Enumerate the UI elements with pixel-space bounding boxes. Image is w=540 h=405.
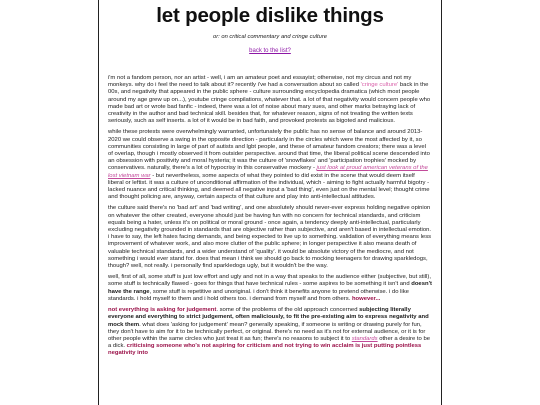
p2-text-b: - but nevertheless, some aspects of what they pointed to did exist in the scene that would deem itself liberal or leftist. it was a culture of unconditional affirmation of the individual, which - aiming to fight actually harmful bigotry - lacked nuance and critical thinking, and deemed all negative input a 'bad thing', even just on the mental level; thought crime and thought policing are, anyway, certain aspects of that culture and play into anti-intellectual attitudes. (108, 172, 430, 201)
p4-text-a: well, first of all, some stuff is just low effort and ugly and not in a way that speaks to the audience either (subjective, but still), some stuff is technically flawed - goes for things that have technical rules - some aspires to be something it isn't and (108, 274, 431, 288)
back-to-list-link[interactable]: back to the list? (249, 48, 291, 54)
p4-text-b: , some stuff is repetitive and unoriginal. i don't think it benefits anyone to pretend otherwise. i do like standards. i hold myself to them and i hold others too. i demand from myself and from others. (108, 288, 409, 302)
p2-text-a: while these protests were overwhelmingly warranted, unfortunately the public has no sense of balance and around 2013-2020 we could observe a swing in the opposite direction - particularly in the circles which were the most affected by it, so communities consisting in large of part of autists and lgbt people, and these of amateur fandom creators; there was a level of overlap, though i mostly observed it from outsider perspective. around that time, the liberal political scene descended into an obsession with positivity and moral hysteria; it was the culture of 'snowflakes' and 'participation trophies' mocked by conservatives. naturally, there's a lot of hypocrisy in this conservative mockery - (108, 129, 430, 172)
p1-text-a: i'm not a fandom person, nor an artist - well, i am an amateur poet and essayist; otherwise, not my circus and not my monkeys. why do i feel the need to talk about it? recently i've had a conversation about so called (108, 75, 412, 89)
article-content (99, 4, 441, 358)
paragraph-4 (108, 274, 432, 303)
standards-link[interactable]: standards (351, 335, 378, 342)
judgement-heading-emphasis: not everything is asking for judgement (108, 307, 217, 314)
p5-text-a: . some of the problems of the old approach concerned (216, 307, 360, 314)
p1-text-b: back in the 00s, and negativity that appeared in the public sphere - culture surrounding encyclopedia dramatica (which most people around my age grew up on...), youtube cringe compilations, whatever that. a lot of that negativity would concern people who made bad art or wrote bad fanfic - indeed, there was a lot of noise about mary sues, and other marks betraying lack of creativity in the author and bad technical skill. besides that, for whatever reason, signs of not treating the written texts seriously, such as self inserts. a lot of it would be in bad faith, and provoked protests as bigoted and malicious. (108, 82, 431, 125)
paragraph-2 (108, 129, 432, 201)
paragraph-5 (108, 307, 432, 357)
paragraph-3 (108, 205, 432, 270)
paragraph-1 (108, 75, 432, 125)
vietnam-veterans-link[interactable]: just look at proud american veterans of the lost vietnam war (108, 165, 428, 179)
page-title: let people dislike things (156, 4, 384, 27)
page-frame (98, 0, 442, 405)
criticising-emphasis: criticising someone who's not aspiring for criticism and not trying to win acclaim is just putting pointless negativity into (108, 343, 422, 357)
p3-text-a: the culture said there's no 'bad art' and 'bad writing', and one absolutely should never-ever express holding negative opinion on whatever the other created, everyone should just be having fun with no concern for technical standards, and criticism equals being a hater, unless it's on political or moral ground - once again, a tendency deeply anti-intellectual, particularly excluding negativity grounded in standards that are objective rather than subjective, and aren't based in intellectual emotion. i have to say, the left hates facing demands, and being expected to live up to something. validation of everything means less improvement of whatever work, and also more clutter of the public sphere; in longer perspective it also means death of valuable technical standards, and a wider understand of 'quality'. it would be absolute victory of the mediocre, and not something i would ever stand for. does that mean i think we should go back to mocking teenagers for drawing sparkledogs, though? well, not really. i personally find sparkledogs ugly, but it wouldn't be the way. (108, 205, 432, 270)
p5-text-c: other a desire to be a dick. (108, 335, 431, 350)
cringe-culture-term: 'cringe culture' (360, 82, 399, 89)
range-emphasis: doesn't have the range (108, 281, 432, 295)
page-subtitle: or: on critical commentary and cringe culture (212, 34, 328, 40)
however-emphasis: however... (351, 295, 381, 302)
p5-text-b: . what does 'asking for judgement' mean? generally speaking, if someone is writing or drawing purely for fun, they don't have to aim for it to be technically perfect, or original. there's no need as it's not for external audience, or it is for other people within the same circles who just treat it as fun; there's no reasons to subject it to (108, 321, 426, 342)
judgement-emphasis: subjecting literally everyone and everything to strict judgement, often maliciously, to fit the pre-existing aim to express negativity and mock them (108, 307, 429, 328)
